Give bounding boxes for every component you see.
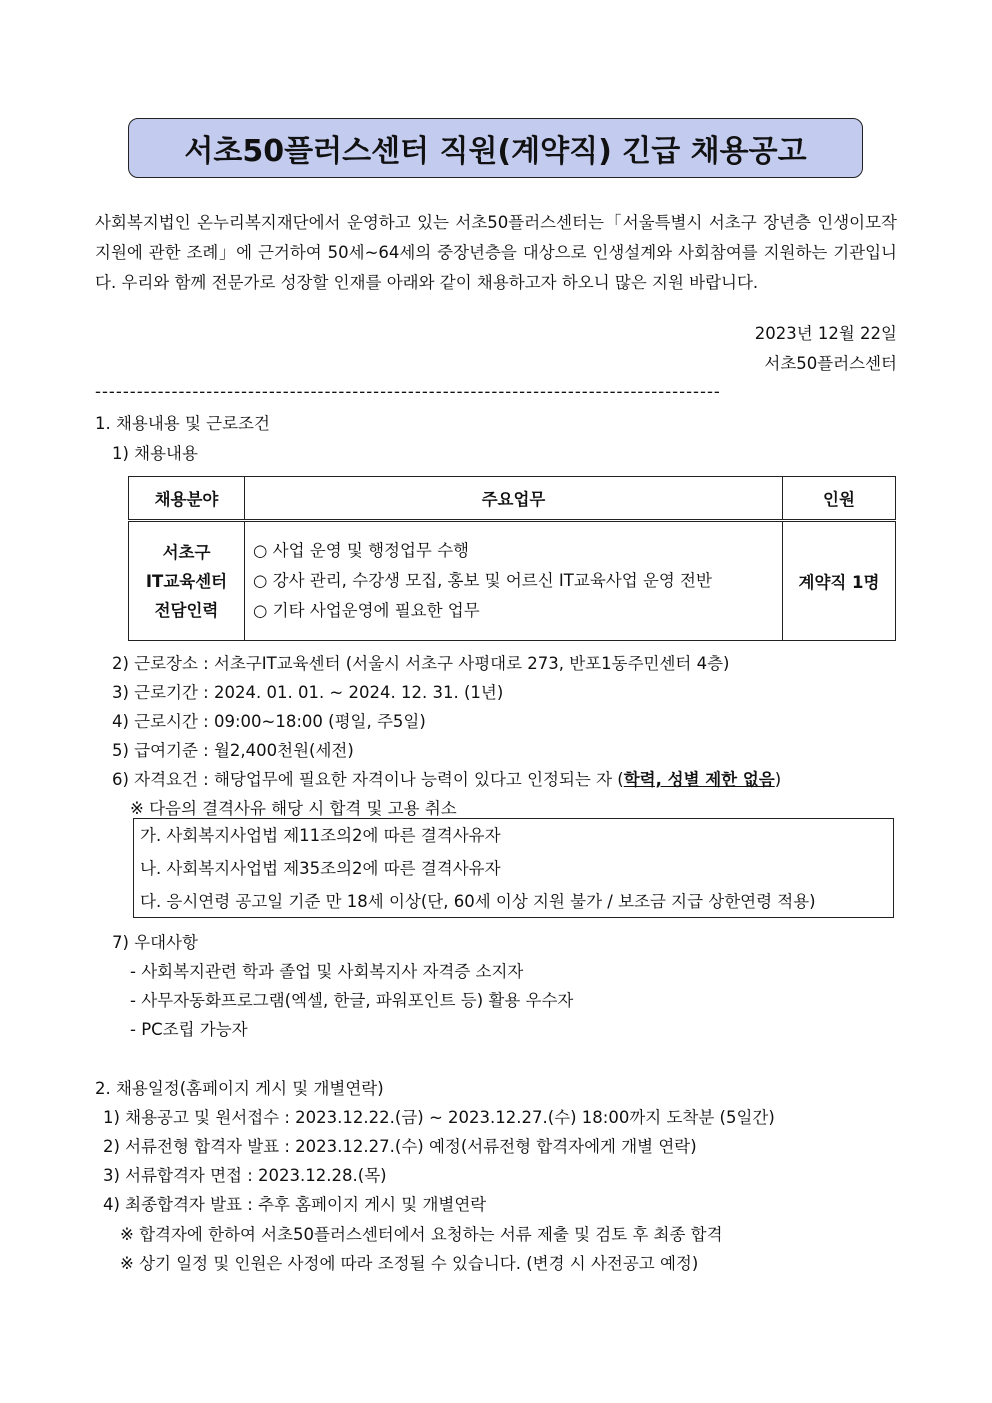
date: 2023년 12월 22일 (754, 324, 897, 343)
disq-item: 나. 사회복지사업법 제35조의2에 따른 결격사유자 (140, 859, 501, 878)
preference-heading: 7) 우대사항 (112, 933, 198, 952)
preference-item: - 사무자동화프로그램(엑셀, 한글, 파워포인트 등) 활용 우수자 (130, 991, 574, 1010)
job-table (128, 476, 896, 641)
schedule-item: 1) 채용공고 및 원서접수 : 2023.12.22.(금) ~ 2023.12.27.(수) 18:00까지 도착분 (5일간) (103, 1108, 775, 1127)
col-header-count: 인원 (783, 477, 896, 521)
preference-item: - PC조립 가능자 (130, 1020, 248, 1039)
disqualification-note: ※ 다음의 결격사유 해당 시 합격 및 고용 취소 (130, 799, 457, 818)
field-line: IT교육센터 (145, 571, 228, 591)
duty-item: ○ 사업 운영 및 행정업무 수행 (253, 541, 469, 560)
disq-item: 가. 사회복지사업법 제11조의2에 따른 결격사유자 (140, 826, 501, 845)
qualification (112, 766, 781, 790)
condition-item: 5) 급여기준 : 월2,400천원(세전) (112, 741, 354, 760)
duty-item: ○ 강사 관리, 수강생 모집, 홍보 및 어르신 IT교육사업 운영 전반 (253, 571, 712, 590)
condition-item: 4) 근로시간 : 09:00~18:00 (평일, 주5일) (112, 712, 426, 731)
qual-close: ) (774, 770, 782, 789)
section2-heading: 2. 채용일정(홈페이지 게시 및 개별연락) (95, 1079, 384, 1098)
qual-text: 6) 자격요건 : 해당업무에 필요한 자격이나 능력이 있다고 인정되는 자 ( (112, 770, 624, 789)
schedule-item: 3) 서류합격자 면접 : 2023.12.28.(목) (103, 1166, 387, 1185)
qual-emphasis: 학력, 성별 제한 없음 (623, 770, 775, 789)
duty-item: ○ 기타 사업운영에 필요한 업무 (253, 601, 480, 620)
table-row (129, 521, 896, 641)
page-title: 서초50플러스센터 직원(계약직) 긴급 채용공고 (128, 118, 863, 178)
intro-paragraph: 사회복지법인 온누리복지재단에서 운영하고 있는 서초50플러스센터는「서울특별시 서초구 장년층 인생이모작 지원에 관한 조례」에 근거하여 50세~64세의 중장년층을 대상으로 인생설계와 사회참여를 지원하는 기관입니다. 우리와 함께 전문가로 성장할 인재를 아래와 같이 채용하고자 하오니 많은 지원 바랍니다. (95, 213, 897, 292)
schedule-note: ※ 합격자에 한하여 서초50플러스센터에서 요청하는 서류 제출 및 검토 후 최종 합격 (120, 1225, 723, 1244)
divider: ------------------------------------------------------------------------------------------ (95, 382, 721, 401)
preference-item: - 사회복지관련 학과 졸업 및 사회복지사 자격증 소지자 (130, 962, 524, 981)
condition-item: 2) 근로장소 : 서초구IT교육센터 (서울시 서초구 사평대로 273, 반포1동주민센터 4층) (112, 654, 730, 673)
field-line: 서초구 (162, 542, 211, 562)
field-line: 전담인력 (154, 600, 219, 620)
section1-heading: 1. 채용내용 및 근로조건 (95, 414, 270, 433)
section1-sub1: 1) 채용내용 (112, 444, 198, 463)
disq-item: 다. 응시연령 공고일 기준 만 18세 이상(단, 60세 이상 지원 불가 / 보조금 지급 상한연령 적용) (140, 892, 816, 911)
issuer: 서초50플러스센터 (764, 354, 897, 373)
schedule-item: 2) 서류전형 합격자 발표 : 2023.12.27.(수) 예정(서류전형 합격자에게 개별 연락) (103, 1137, 697, 1156)
headcount: 계약직 1명 (783, 521, 896, 641)
condition-item: 3) 근로기간 : 2024. 01. 01. ~ 2024. 12. 31. (1년) (112, 683, 504, 702)
schedule-note: ※ 상기 일정 및 인원은 사정에 따라 조정될 수 있습니다. (변경 시 사전공고 예정) (120, 1254, 699, 1273)
col-header-duties: 주요업무 (245, 477, 783, 521)
schedule-item: 4) 최종합격자 발표 : 추후 홈페이지 게시 및 개별연락 (103, 1195, 487, 1214)
col-header-field: 채용분야 (129, 477, 245, 521)
disqualification-box (133, 818, 894, 918)
